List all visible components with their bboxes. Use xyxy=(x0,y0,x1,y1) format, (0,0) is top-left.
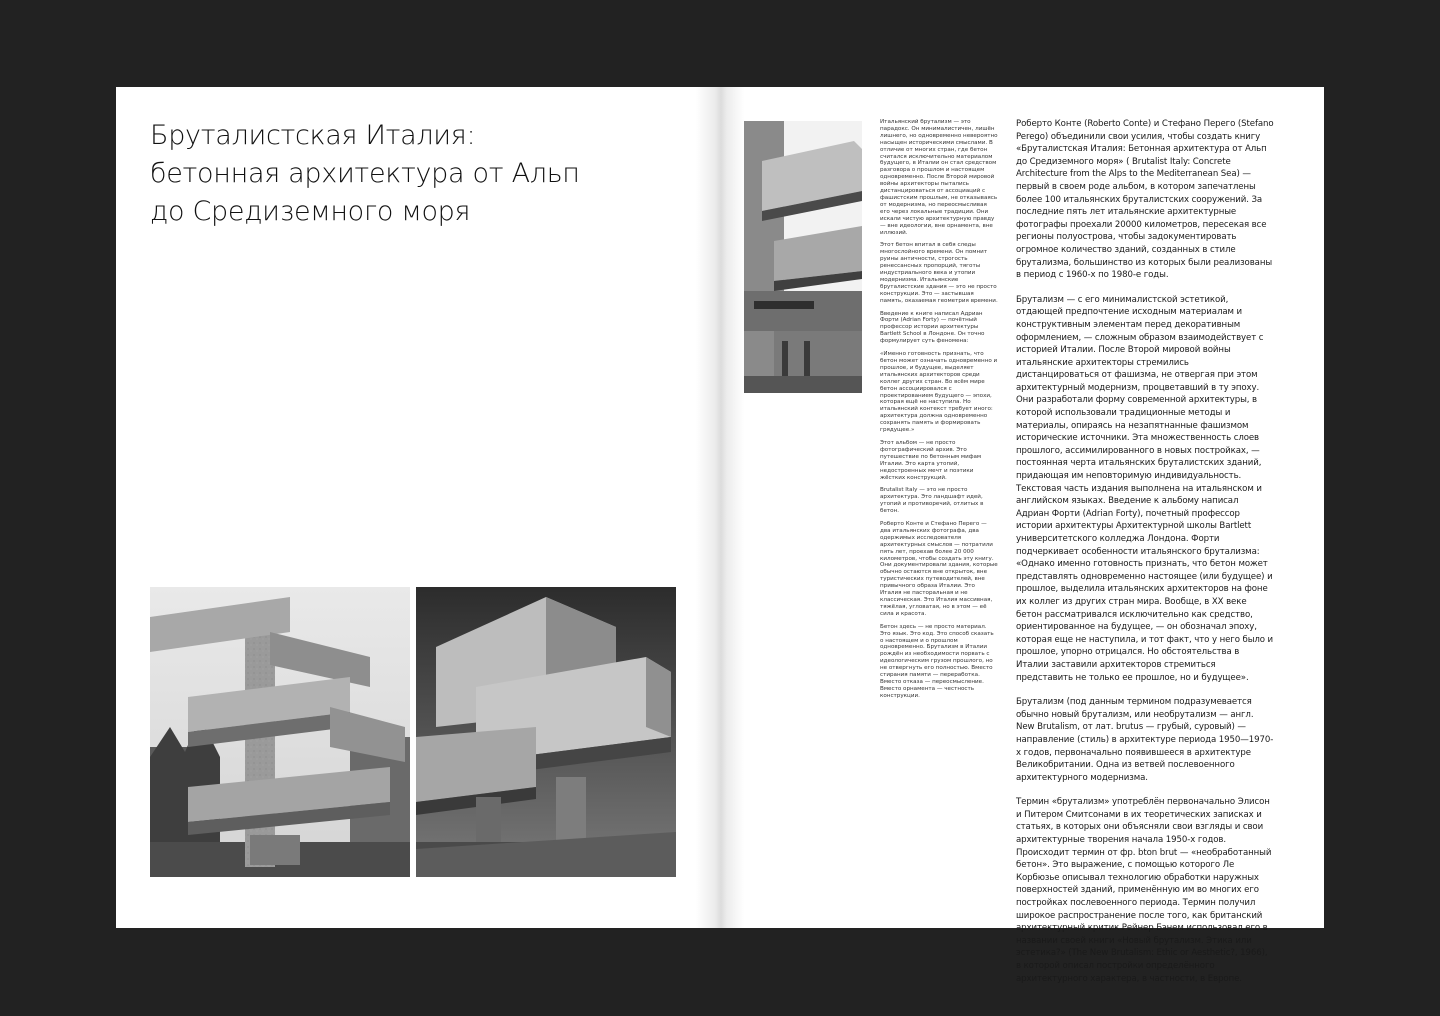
narrow-paragraph: Этот альбом — не просто фотографический архив. Это путешествие по бетонным мифам Италии. Это карта утопий, недостроенных мечт и поэтики жёстких конструкций. xyxy=(880,439,982,481)
wide-text-column xyxy=(1016,118,1274,997)
narrow-paragraph: Итальянский брутализм — это парадокс. Он минималистичен, лишён лишнего, но одновременно невероятно насыщен историческими смыслами. В отличие от многих стран, где бетон считался исключительно материалом будущего, в Италии он стал средством разговора о прошлом и настоящем одновременно. После Второй мировой войны архитекторы пытались дистанцироваться от ассоциаций с фашистским прошлым, не отказываясь от модернизма, но переосмысливая его через локальные традиции. Они искали чистую архитектурную правду — вне идеологии, вне орнамента, вне иллюзий. xyxy=(880,119,998,236)
photo-cantilever-concrete xyxy=(416,587,676,877)
magazine-spread xyxy=(116,87,1324,984)
narrow-paragraph: Brutalist Italy — это не просто архитектура. Это ландшафт идей, утопий и противоречий, отлитых в бетон. xyxy=(880,487,984,515)
narrow-paragraph: Роберто Конте и Стефано Перего — два итальянских фотографа, два одержимых исследователя архитектурных смыслов — потратили пять лет, проехав более 20 000 километров, чтобы создать эту книгу. Они документировали здания, которые обычно остаются вне открыток, вне туристических путеводителей, вне привычного образа Италии. Это Италия не пасторальная и не классическая. Это Италия массивная, тяжёлая, угловатая, но в этом — её сила и красота. xyxy=(880,521,998,617)
wide-paragraph: Брутализм (под данным термином подразумевается обычно новый брутализм, или необрутализм — англ. New Brutalism, от лат. brutus — грубый, суровый) — направление (стиль) в архитектуре периода 1950—1970-х годов, первоначально появившееся в архитектуре Великобритании. Одна из ветвей послевоенного архитектурного модернизма. xyxy=(1016,697,1274,783)
wide-paragraph: Роберто Конте (Roberto Conte) и Стефано Перего (Stefano Perego) объединили свои усилия, чтобы создать книгу «Бруталистская Италия: Бетонная архитектура от Альп до Средиземного моря» ( Brutalist Italy: Concrete Architecture from the Alps to the Mediterranean Sea) — первый в своем роде альбом, в котором запечатлены более 100 итальянских бруталистских сооружений. За последние пять лет итальянские архитектурные фотографы проехали 20000 километров, пересекая все регионы полуострова, чтобы задокументировать огромное количество зданий, созданных в стиле брутализма, большинство из которых были реализованы в период с 1960-х по 1980-е годы. xyxy=(1016,119,1274,281)
page-title: Бруталистская Италия: бетонная архитектура от Альп до Средиземного моря xyxy=(150,120,580,227)
narrow-text-column xyxy=(880,119,998,706)
narrow-paragraph: Этот бетон впитал в себя следы многослойного времени. Он помнит руины античности, строгость ренессансных пропорций, тяготы индустриального века и утопии модернизма. Итальянские бруталистские здания — это не просто конструкции. Это — застывшая память, оказаемая геометрия времени. xyxy=(880,242,998,304)
page-gutter xyxy=(696,87,744,928)
narrow-paragraph: Введение к книге написал Адриан Форти (Adrian Forty) — почётный профессор истории архитектуры Bartlett School в Лондоне. Он точно формулирует суть феномена: xyxy=(880,310,985,345)
narrow-paragraph: Бетон здесь — не просто материал. Это язык. Это код. Это способ сказать о настоящем и о прошлом одновременно. Брутализм в Италии рождён из необходимости порвать с идеологическим грузом прошлого, но не отвергнуть его полностью. Вместо стирания памяти — переработка. Вместо отказа — переосмысление. Вместо орнамента — честность конструкции. xyxy=(880,623,994,699)
photo-tower-concrete xyxy=(744,121,862,393)
wide-paragraph: Брутализм — с его минималистской эстетикой, отдающей предпочтение исходным материалам и конструктивным элементам перед декоративным оформлением, — сложным образом взаимодействует с историей Италии. После Второй мировой войны итальянские архитекторы стремились дистанцироваться от фашизма, не отвергая при этом архитектурный модернизм, процветавший в ту эпоху. Они разработали форму современной архитектуры, в которой использовали традиционные методы и материалы, опираясь на незапятнанные фашизмом исторические источники. Эта множественность слоев прошлого, ассимилированного в новых постройках, — постоянная черта итальянских бруталистских зданий, придающая им неповторимую индивидуальность. Текстовая часть издания выполнена на итальянском и английском языках. Введение к альбому написал Адриан Форти (Adrian Forty), почетный профессор истории архитектуры Архитектурной школы Bartlett университетского колледжа Лондона. Форти подчеркивает особенности итальянского брутализма: «Однако именно готовность признать, что бетон может представлять одновременно настоящее (или будущее) и прошлое, выделила итальянских архитекторов на фоне их коллег из других стран мира. Вообще, в XX веке бетон рассматривался исключительно как средство, ориентированное на будущее, — он обозначал эпоху, которая еще не наступила, и тот факт, что у него было и прошлое, упорно отрицался. Но обстоятельства в Италии заставили архитекторов стремиться представить не только ее прошлое, но и будущее». xyxy=(1016,294,1274,683)
photo-stair-concrete xyxy=(150,587,410,877)
narrow-paragraph: «Именно готовность признать, что бетон может означать одновременно и прошлое, и будущее, выделяет итальянских архитекторов среди коллег других стран. Во всём мире бетон ассоциировался с проектированием будущего — эпохи, которая ещё не наступила. Но итальянский контекст требует иного: архитектура должна одновременно сохранять память и формировать грядущее.» xyxy=(880,351,998,434)
wide-paragraph: Термин «брутализм» употреблён первоначально Элисон и Питером Смитсонами в их теоретических записках и статьях, в которых они объясняли свои взгляды и свои архитектурные творения начала 1950-х годов. Происходит термин от фр. bton brut — «необработанный бетон». Это выражение, с помощью которого Ле Корбюзье описывал технологию обработки наружных поверхностей зданий, применённую им во многих его постройках послевоенного периода. Термин получил широкое распространение после того, как британский архитектурный критик Рейнер Бэнем использовал его в названии своей книги «Новый брутализм. Этика или эстетика?» (The New Brutalism: Ethic or Aesthetic?, 1966), в которой описал постройки определённого архитектурного характера, в частности, в Европе. xyxy=(1016,797,1272,984)
